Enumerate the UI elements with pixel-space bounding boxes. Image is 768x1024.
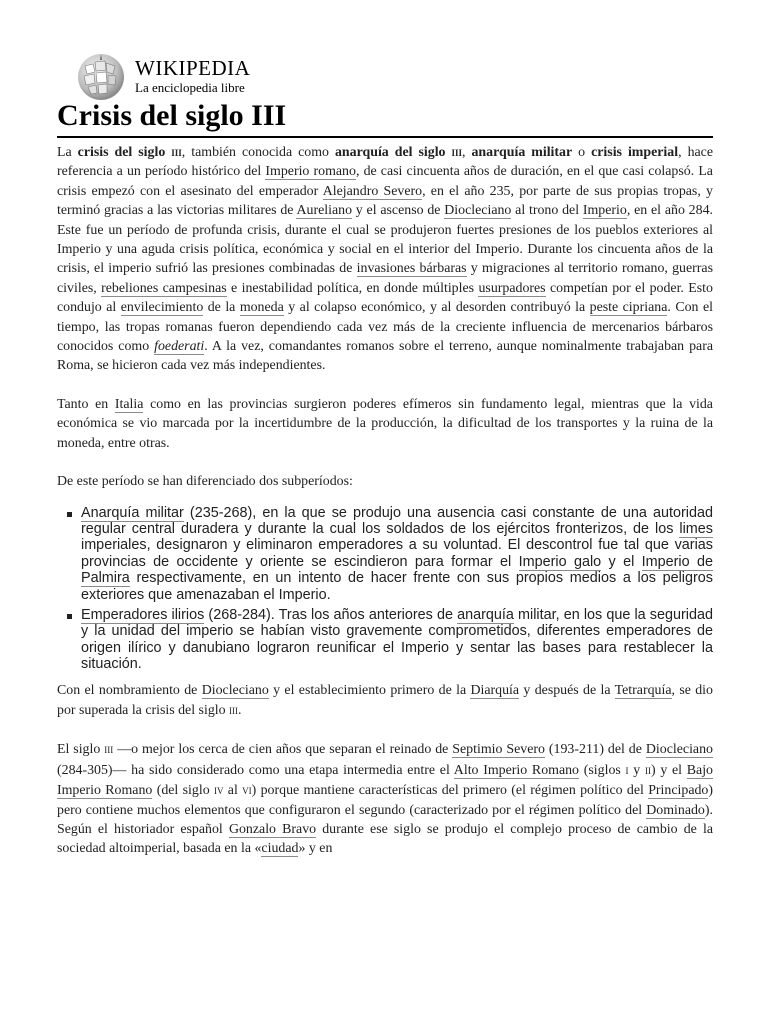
link-moneda[interactable]: moneda xyxy=(239,300,284,316)
text: . A la vez, comandantes romanos sobre el terreno, aunque nominalmente trabajaban para Roma, se hicieron cada vez más independientes. xyxy=(57,339,713,374)
link-tetrarquia[interactable]: Tetrarquía xyxy=(614,682,672,698)
text: , xyxy=(462,145,472,160)
text: y migraciones al territorio romano, guerras civiles, xyxy=(57,261,713,296)
text: ) porque mantiene características del primero (el régimen político del xyxy=(251,783,649,799)
paragraph-siglo-iii xyxy=(57,739,713,858)
text: (268-284). Tras los años anteriores de xyxy=(204,606,458,623)
wikipedia-globe-icon[interactable] xyxy=(75,52,127,102)
text: y después de la xyxy=(519,682,615,698)
text: anarquía del siglo xyxy=(334,145,452,160)
link-peste-cipriana[interactable]: peste cipriana xyxy=(589,300,668,316)
roman-numeral: iii xyxy=(229,701,239,717)
text: , se dio por superada la crisis del siglo xyxy=(57,682,713,718)
text: . xyxy=(238,702,242,718)
text: y el xyxy=(601,553,642,570)
text: imperiales, designaron y eliminaron emperadores a su voluntad. El descontrol fue tal que varias provincias de occidente y oriente se escindieron para formar el xyxy=(81,537,713,570)
text: al xyxy=(223,783,243,799)
text: El siglo xyxy=(57,742,105,758)
roman-numeral: ii xyxy=(644,761,651,777)
text: ) y el xyxy=(650,762,687,778)
bold-term: anarquía militar xyxy=(471,145,573,160)
subperiod-list xyxy=(57,505,713,673)
link-emperadores-ilirios[interactable]: Emperadores ilirios xyxy=(81,606,205,623)
wikipedia-tagline: La enciclopedia libre xyxy=(135,80,245,95)
link-imperio[interactable]: Imperio xyxy=(582,203,627,219)
link-rebeliones-campesinas[interactable]: rebeliones campesinas xyxy=(101,280,227,296)
text: respectivamente, en un intento de hacer frente con sus propios medios a los peligros exteriores que amenazaban el Imperio. xyxy=(81,570,713,603)
paragraph-diarquia xyxy=(57,681,713,721)
paragraph-intro xyxy=(57,142,713,376)
link-invasiones-barbaras[interactable]: invasiones bárbaras xyxy=(356,261,467,277)
text: y el ascenso de xyxy=(352,203,445,219)
link-gonzalo-bravo[interactable]: Gonzalo Bravo xyxy=(228,822,317,837)
link-envilecimiento[interactable]: envilecimiento xyxy=(120,300,204,316)
roman-numeral: vi xyxy=(242,782,252,798)
paragraph-italia xyxy=(57,395,713,453)
link-alejandro-severo[interactable]: Alejandro Severo xyxy=(322,183,423,199)
link-anarquia-militar[interactable]: Anarquía militar xyxy=(81,504,184,521)
text: —o mejor los cerca de cien años que separan el reinado de xyxy=(113,742,453,758)
text: como en las provincias surgieron poderes efímeros sin fundamento legal, mientras que la vida económica se vio marcada por la incertidumbre de la producción, la dificultad de los transportes y la ruina de la moneda, entre otras. xyxy=(57,396,713,451)
link-foederati[interactable]: foederati xyxy=(154,339,205,355)
link-diocleciano-3[interactable]: Diocleciano xyxy=(645,742,713,758)
text: y xyxy=(628,762,645,778)
text: , hace referencia a un período histórico del xyxy=(57,145,714,180)
text: Con el nombramiento de xyxy=(57,682,202,698)
text: » y en xyxy=(298,841,333,857)
link-imperio-de-palmira[interactable]: Imperio de Palmira xyxy=(81,553,713,587)
text: (siglos xyxy=(579,762,626,778)
roman-numeral: iii xyxy=(104,741,114,757)
roman-numeral: iii xyxy=(171,144,182,159)
text: o xyxy=(572,145,592,160)
text: durante ese siglo se produjo el complejo proceso de cambio de la sociedad altoimperial, basada en la « xyxy=(57,822,714,857)
text: ) pero contiene muchos elementos que configuraron el segundo (caracterizado por el régimen político del xyxy=(57,783,714,818)
link-alto-imperio-romano[interactable]: Alto Imperio Romano xyxy=(453,762,580,778)
text: y al colapso económico, y al desorden contribuyó la xyxy=(283,300,590,316)
link-imperio-romano[interactable]: Imperio romano xyxy=(265,164,356,180)
link-italia[interactable]: Italia xyxy=(114,396,144,412)
page-title: Crisis del siglo III xyxy=(57,96,713,138)
article-body xyxy=(57,142,713,878)
text: (284-305)— ha sido considerado como una etapa intermedia entre el xyxy=(57,762,454,778)
link-diocleciano-2[interactable]: Diocleciano xyxy=(201,682,269,698)
text: (193-211) del de xyxy=(544,742,646,758)
link-dominado[interactable]: Dominado xyxy=(646,802,705,818)
text: , también conocida como xyxy=(181,145,335,160)
bold-term xyxy=(78,145,182,160)
text: (235-268), en la que se produjo una ausencia casi constante de una autoridad regular central duradera y durante la cual los soldados de los ejércitos fronterizos, de los xyxy=(81,504,713,537)
text: militar, en los que la seguridad y la unidad del imperio se habían visto gravemente comprometidos, diferentes emperadores de origen ilírico y danubiano lograron reunificar el Imperio y sentar las bases para restablecer la situación. xyxy=(81,606,713,673)
text: , de casi cincuenta años de duración, en el que casi colapsó. La crisis empezó con el asesinato del emperador xyxy=(57,164,713,199)
roman-numeral: iii xyxy=(451,144,463,159)
text: ). Según el historiador español xyxy=(57,802,713,837)
link-septimio-severo[interactable]: Septimio Severo xyxy=(452,742,545,758)
text: (del siglo xyxy=(152,783,214,799)
link-diocleciano[interactable]: Diocleciano xyxy=(444,203,512,219)
text: , en el año 235, por parte de sus propias tropas, y terminó gracias a las victorias militares de xyxy=(57,183,713,219)
bold-term: crisis imperial xyxy=(591,145,679,160)
link-bajo-imperio-romano[interactable]: Bajo Imperio Romano xyxy=(57,762,714,799)
text: Tanto en xyxy=(57,396,115,412)
text: competían por el poder. Esto condujo al xyxy=(57,280,713,316)
link-anarquia[interactable]: anarquía xyxy=(457,606,514,623)
link-aureliano[interactable]: Aureliano xyxy=(296,203,353,219)
roman-numeral: i xyxy=(625,761,629,777)
link-principado[interactable]: Principado xyxy=(648,783,709,799)
text: crisis del siglo xyxy=(77,145,172,160)
roman-numeral: iv xyxy=(213,782,224,798)
list-item-anarquia-militar xyxy=(81,505,713,603)
link-usurpadores[interactable]: usurpadores xyxy=(478,280,546,296)
link-limes[interactable]: limes xyxy=(679,520,713,537)
text: y el establecimiento primero de la xyxy=(268,682,471,698)
bold-term xyxy=(335,145,462,160)
list-item-emperadores-ilirios xyxy=(81,607,713,673)
text: , en el año 284. Este fue un período de profunda crisis, durante el cual se produjeron fuertes presiones de los pueblos exteriores al Imperio y una aguda crisis política, económica y social en el interior del Imperio. Durante los cincuenta años de la crisis, el imperio sufrió las presiones combinadas de xyxy=(57,203,713,277)
text: de la xyxy=(203,300,240,316)
link-imperio-galo[interactable]: Imperio galo xyxy=(518,553,602,570)
wikipedia-wordmark[interactable]: WIKIPEDIA xyxy=(135,56,251,80)
link-diarquia[interactable]: Diarquía xyxy=(470,682,520,698)
text: . Con el tiempo, las tropas romanas fueron dependiendo cada vez más de la creciente influencia de mercenarios bárbaros conocidos como xyxy=(57,300,713,355)
text: e inestabilidad política, en donde múltiples xyxy=(226,280,479,296)
link-ciudad[interactable]: ciudad xyxy=(261,841,299,857)
text: La xyxy=(57,145,78,160)
text: al trono del xyxy=(511,203,583,219)
paragraph-subperiodos: De este período se han diferenciado dos subperíodos: xyxy=(57,474,353,490)
